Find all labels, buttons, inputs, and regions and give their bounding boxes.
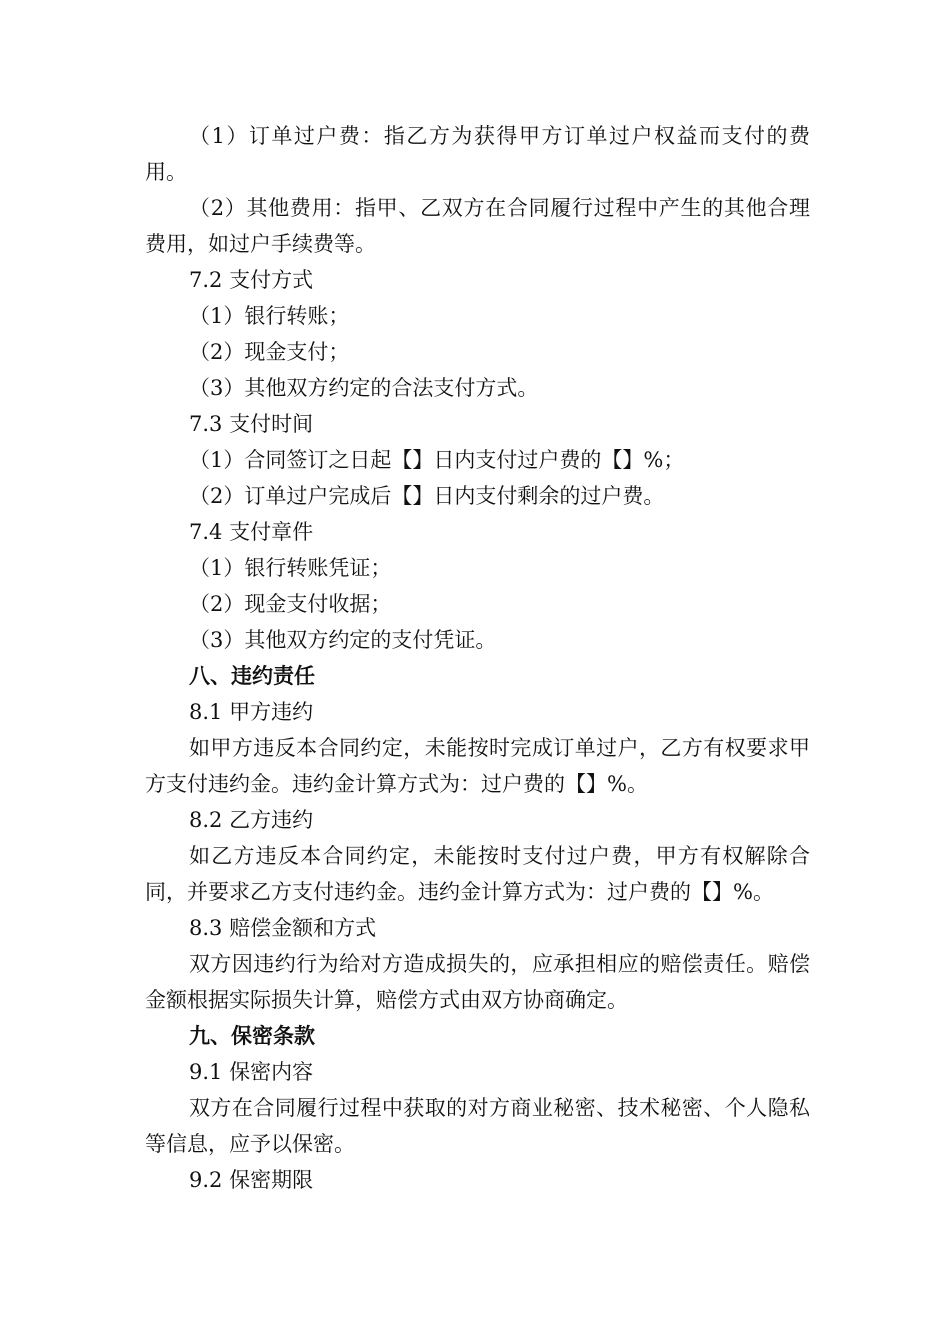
section-8-1-title: 8.1 甲方违约 <box>189 700 314 724</box>
section-8-3-title: 8.3 赔偿金额和方式 <box>189 916 377 940</box>
list-item: （1）银行转账； <box>189 304 350 328</box>
list-item: （3）其他双方约定的合法支付方式。 <box>189 376 539 400</box>
paragraph-fee-definition-2: （2）其他费用：指甲、乙双方在合同履行过程中产生的其他合理费用，如过户手续费等。 <box>145 196 810 256</box>
section-9-2-title: 9.2 保密期限 <box>189 1168 314 1192</box>
chapter-9-heading: 九、保密条款 <box>189 1023 315 1048</box>
list-item: （1）合同签订之日起【】日内支付过户费的【】%； <box>189 448 685 472</box>
paragraph-party-a-breach: 如甲方违反本合同约定，未能按时完成订单过户，乙方有权要求甲方支付违约金。违约金计算方式为：过户费的【】%。 <box>145 736 810 796</box>
chapter-8-heading: 八、违约责任 <box>189 663 315 688</box>
section-7-2-title: 7.2 支付方式 <box>189 268 314 292</box>
section-8-2-title: 8.2 乙方违约 <box>189 808 314 832</box>
section-7-3-title: 7.3 支付时间 <box>189 412 314 436</box>
paragraph-compensation: 双方因违约行为给对方造成损失的，应承担相应的赔偿责任。赔偿金额根据实际损失计算，赔偿方式由双方协商确定。 <box>145 952 810 1012</box>
list-item: （2）现金支付； <box>189 340 350 364</box>
list-item: （3）其他双方约定的支付凭证。 <box>189 628 497 652</box>
list-item: （2）订单过户完成后【】日内支付剩余的过户费。 <box>189 484 665 508</box>
list-item: （1）银行转账凭证； <box>189 556 392 580</box>
list-item: （2）现金支付收据； <box>189 592 392 616</box>
document-page <box>145 118 810 1198</box>
paragraph-fee-definition-1: （1）订单过户费：指乙方为获得甲方订单过户权益而支付的费用。 <box>145 124 810 184</box>
paragraph-party-b-breach: 如乙方违反本合同约定，未能按时支付过户费，甲方有权解除合同，并要求乙方支付违约金。违约金计算方式为：过户费的【】%。 <box>145 844 810 904</box>
section-7-4-title: 7.4 支付章件 <box>189 520 314 544</box>
paragraph-confidentiality: 双方在合同履行过程中获取的对方商业秘密、技术秘密、个人隐私等信息，应予以保密。 <box>145 1096 810 1156</box>
section-9-1-title: 9.1 保密内容 <box>189 1060 314 1084</box>
